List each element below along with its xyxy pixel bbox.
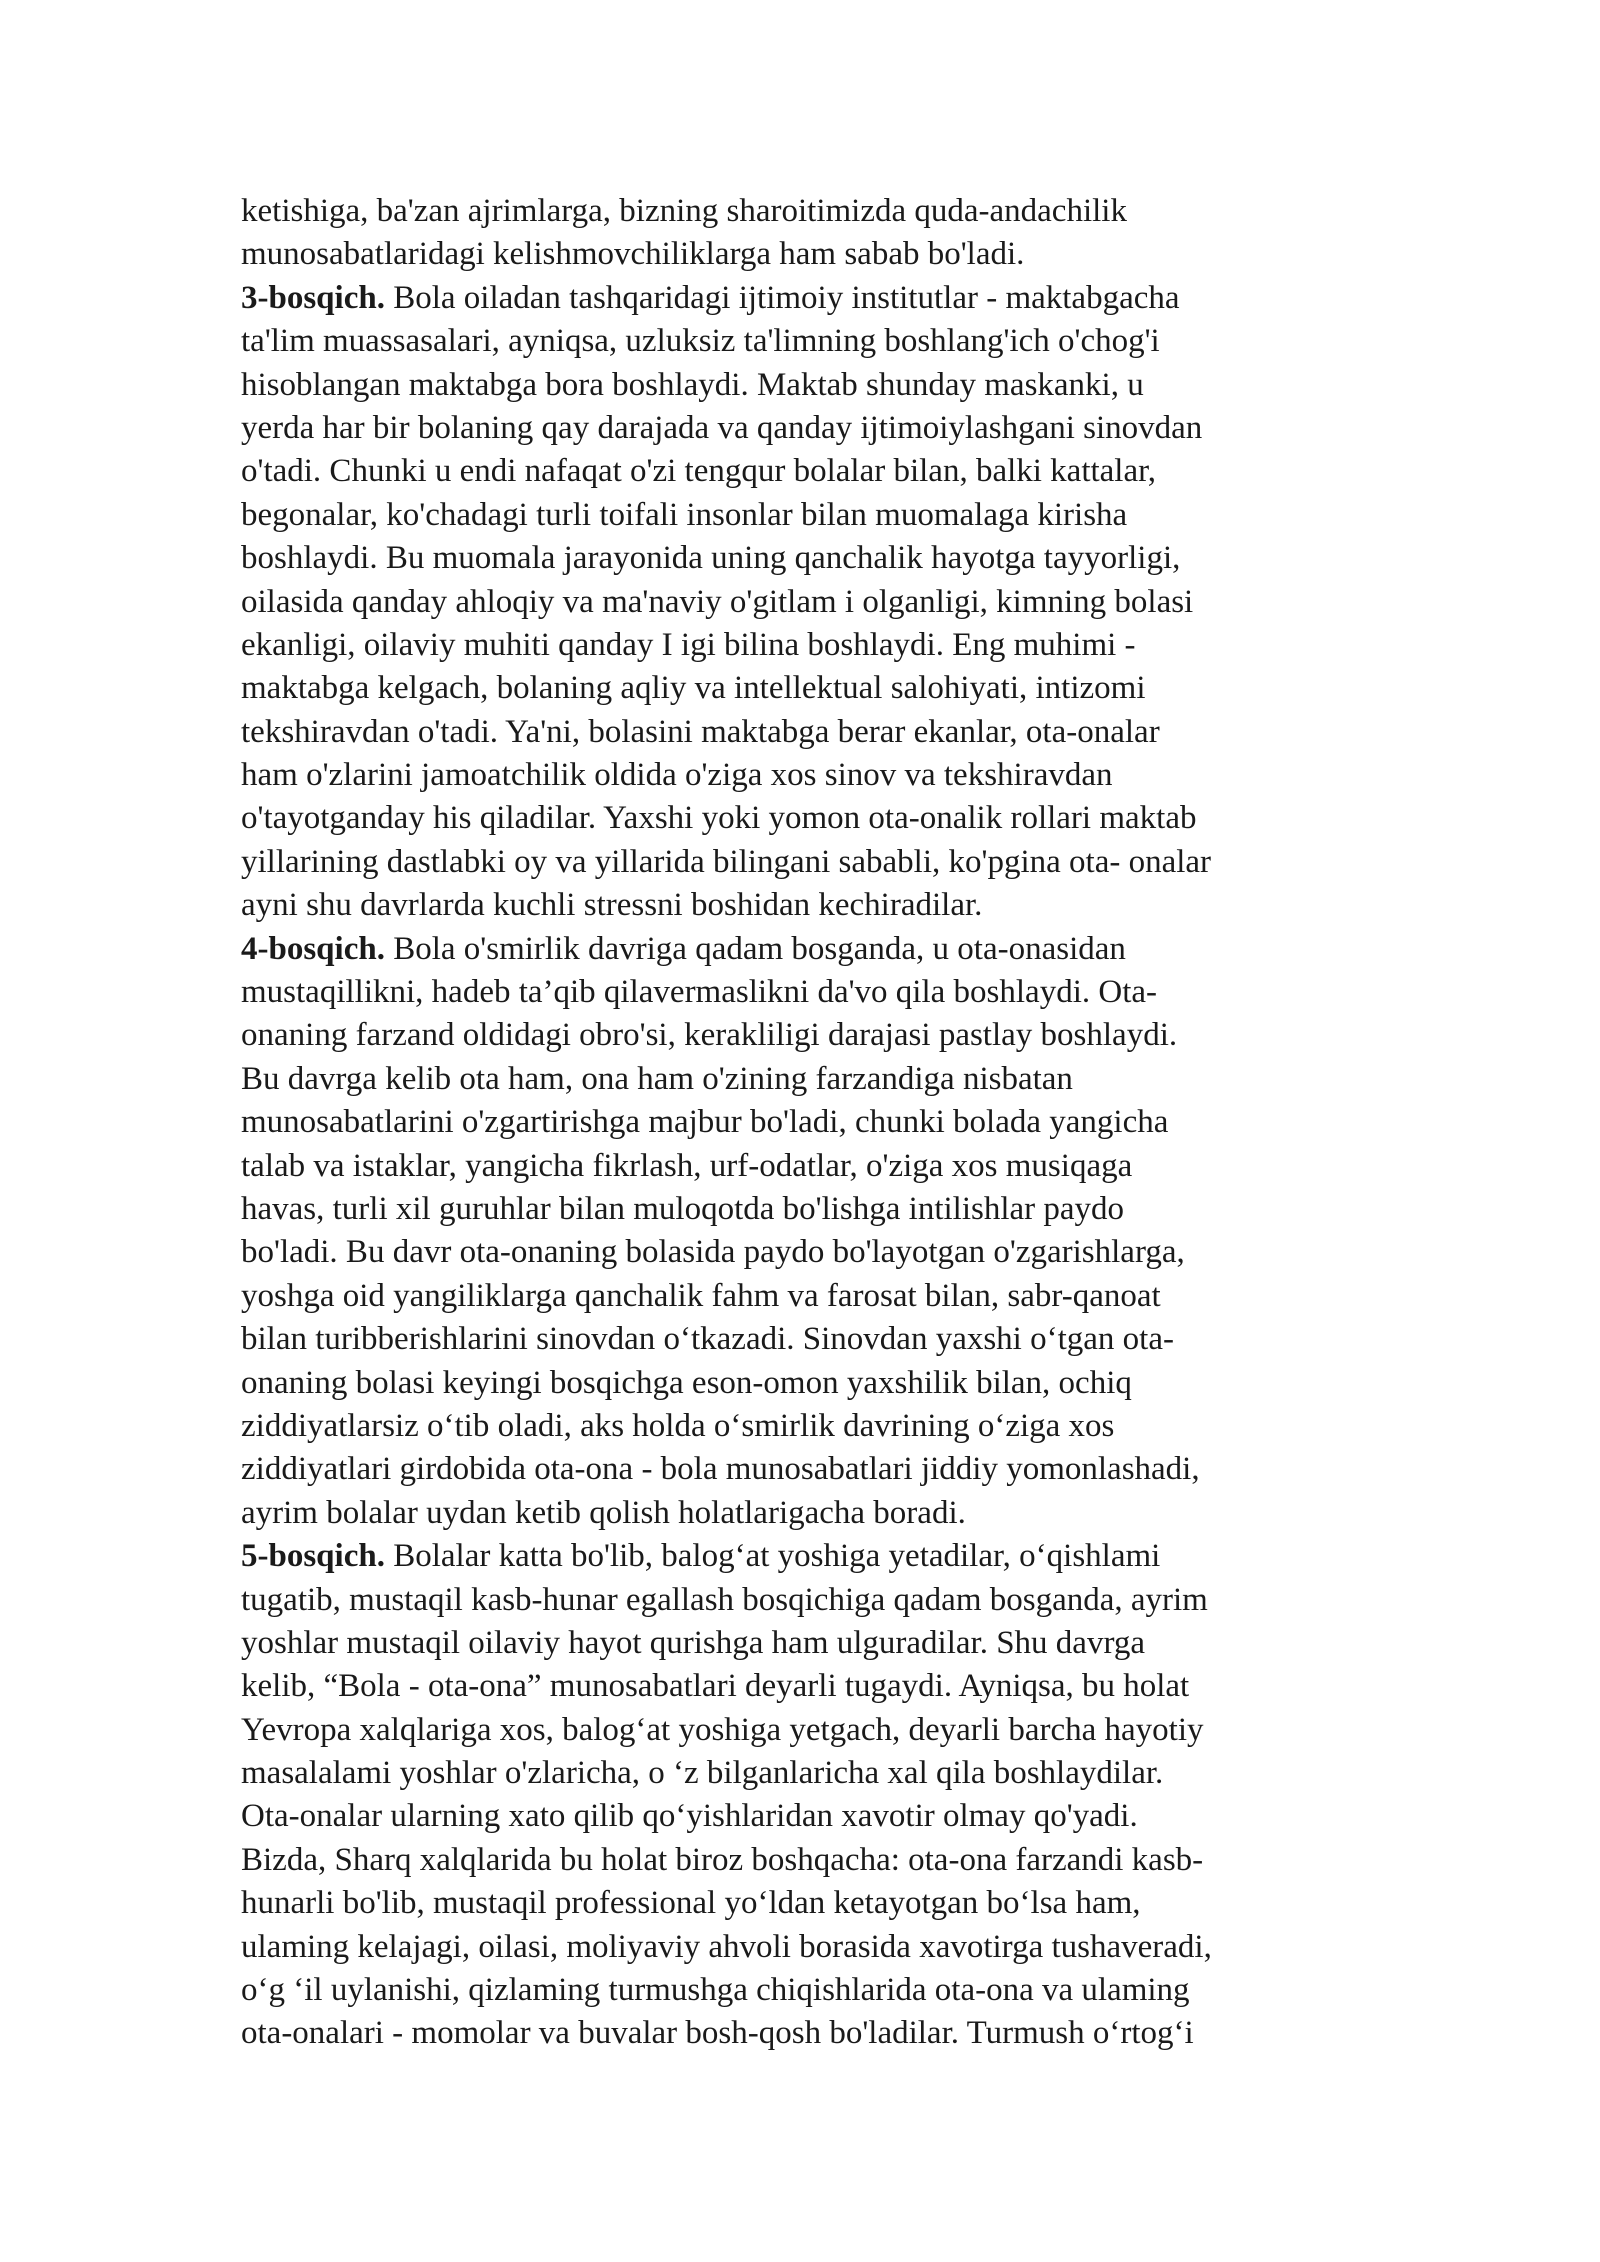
line-text: ziddiyatlarsiz o‘tib oladi, aks holda o‘smirlik davrining o‘ziga xos xyxy=(241,1407,1115,1444)
text-line xyxy=(241,1318,1381,1361)
text-line xyxy=(241,450,1381,493)
line-text: munosabatlarini o'zgartirishga majbur bo'ladi, chunki bolada yangicha xyxy=(241,1104,1169,1141)
line-text: ta'lim muassasalari, ayniqsa, uzluksiz ta'limning boshlang'ich o'chog'i xyxy=(241,323,1160,360)
text-line xyxy=(241,1665,1381,1708)
line-text: o'tayotganday his qiladilar. Yaxshi yoki yomon ota-onalik rollari maktab xyxy=(241,800,1197,837)
text-line xyxy=(241,1231,1381,1274)
line-text: yillarining dastlabki oy va yillarida bilingani sababli, ko'pgina ota- onalar xyxy=(241,843,1212,880)
text-line xyxy=(241,1622,1381,1665)
text-line xyxy=(241,277,1381,320)
text-line xyxy=(241,1275,1381,1318)
text-line xyxy=(241,1926,1381,1969)
text-line xyxy=(241,537,1381,580)
text-line xyxy=(241,797,1381,840)
line-text: talab va istaklar, yangicha fikrlash, urf-odatlar, o'ziga xos musiqaga xyxy=(241,1147,1133,1184)
text-line xyxy=(241,1579,1381,1622)
line-text: ham o'zlarini jamoatchilik oldida o'ziga xos sinov va tekshiravdan xyxy=(241,757,1113,794)
line-text: Bola o'smirlik davriga qadam bosganda, u ota-onasidan xyxy=(384,930,1126,967)
text-line xyxy=(241,884,1381,927)
text-line xyxy=(241,494,1381,537)
line-text: ziddiyatlari girdobida ota-ona - bola munosabatlari jiddiy yomonlashadi, xyxy=(241,1451,1200,1488)
line-text: tugatib, mustaqil kasb-hunar egallash bosqichiga qadam bosganda, ayrim xyxy=(241,1581,1208,1618)
line-text: Bu davrga kelib ota ham, ona ham o'zining farzandiga nisbatan xyxy=(241,1060,1073,1097)
text-line xyxy=(241,1405,1381,1448)
line-text: onaning farzand oldidagi obro'si, kerakliligi darajasi pastlay boshlaydi. xyxy=(241,1017,1178,1054)
text-line xyxy=(241,1492,1381,1535)
line-text: Bola oiladan tashqaridagi ijtimoiy institutlar - maktabgacha xyxy=(384,279,1180,316)
line-text: bo'ladi. Bu davr ota-onaning bolasida paydo bo'layotgan o'zgarishlarga, xyxy=(241,1234,1185,1271)
stage-heading: 3-bosqich. xyxy=(241,279,385,316)
line-text: yoshga oid yangiliklarga qanchalik fahm va farosat bilan, sabr-qanoat xyxy=(241,1277,1161,1314)
text-line xyxy=(241,711,1381,754)
line-text: Yevropa xalqlariga xos, balog‘at yoshiga yetgach, deyarli barcha hayotiy xyxy=(241,1711,1204,1748)
text-line xyxy=(241,928,1381,971)
line-text: yerda har bir bolaning qay darajada va qanday ijtimoiylashgani sinovdan xyxy=(241,409,1203,446)
line-text: kelib, “Bola - ota-ona” munosabatlari deyarli tugaydi. Ayniqsa, bu holat xyxy=(241,1668,1190,1705)
stage-heading: 4-bosqich. xyxy=(241,930,385,967)
line-text: ota-onalari - momolar va buvalar bosh-qosh bo'ladilar. Turmush o‘rtog‘i xyxy=(241,2015,1194,2052)
line-text: Ota-onalar ularning xato qilib qo‘yishlaridan xavotir olmay qo'yadi. xyxy=(241,1798,1138,1835)
text-line xyxy=(241,971,1381,1014)
line-text: tekshiravdan o'tadi. Ya'ni, bolasini maktabga berar ekanlar, ota-onalar xyxy=(241,713,1160,750)
text-line xyxy=(241,1882,1381,1925)
text-line xyxy=(241,1014,1381,1057)
text-line xyxy=(241,1188,1381,1231)
text-line xyxy=(241,1448,1381,1491)
line-text: ayrim bolalar uydan ketib qolish holatlarigacha boradi. xyxy=(241,1494,966,1531)
text-line xyxy=(241,841,1381,884)
text-line xyxy=(241,364,1381,407)
text-line xyxy=(241,1058,1381,1101)
text-line xyxy=(241,581,1381,624)
line-text: ekanligi, oilaviy muhiti qanday I igi bilina boshlaydi. Eng muhimi - xyxy=(241,626,1136,663)
line-text: hunarli bo'lib, mustaqil professional yo‘ldan ketayotgan bo‘lsa ham, xyxy=(241,1885,1141,1922)
line-text: oilasida qanday ahloqiy va ma'naviy o'gitlam i olganligi, kimning bolasi xyxy=(241,583,1194,620)
text-line xyxy=(241,667,1381,710)
line-text: o'tadi. Chunki u endi nafaqat o'zi tengqur bolalar bilan, balki kattalar, xyxy=(241,453,1157,490)
text-line xyxy=(241,320,1381,363)
text-line xyxy=(241,624,1381,667)
line-text: bilan turibberishlarini sinovdan o‘tkazadi. Sinovdan yaxshi o‘tgan ota- xyxy=(241,1321,1174,1358)
line-text: mustaqillikni, hadeb ta’qib qilavermaslikni da'vo qila boshlaydi. Ota- xyxy=(241,974,1158,1011)
line-text: Bizda, Sharq xalqlarida bu holat biroz boshqacha: ota-ona farzandi kasb- xyxy=(241,1841,1204,1878)
line-text: Bolalar katta bo'lib, balog‘at yoshiga yetadilar, o‘qishlami xyxy=(384,1538,1161,1575)
line-text: havas, turli xil guruhlar bilan muloqotda bo'lishga intilishlar paydo xyxy=(241,1190,1125,1227)
text-line xyxy=(241,1752,1381,1795)
line-text: begonalar, ko'chadagi turli toifali insonlar bilan muomalaga kirisha xyxy=(241,496,1128,533)
text-line xyxy=(241,1709,1381,1752)
text-line xyxy=(241,1101,1381,1144)
text-line xyxy=(241,233,1381,276)
text-line xyxy=(241,1362,1381,1405)
text-line xyxy=(241,1969,1381,2012)
line-text: ulaming kelajagi, oilasi, moliyaviy ahvoli borasida xavotirga tushaveradi, xyxy=(241,1928,1212,1965)
text-line xyxy=(241,407,1381,450)
stage-heading: 5-bosqich. xyxy=(241,1538,385,1575)
text-line xyxy=(241,2012,1381,2055)
line-text: onaning bolasi keyingi bosqichga eson-omon yaxshilik bilan, ochiq xyxy=(241,1364,1132,1401)
text-line xyxy=(241,1535,1381,1578)
line-text: masalalami yoshlar o'zlaricha, o ‘z bilganlaricha xal qila boshlaydilar. xyxy=(241,1755,1164,1792)
line-text: ayni shu davrlarda kuchli stressni boshidan kechiradilar. xyxy=(241,887,983,924)
line-text: boshlaydi. Bu muomala jarayonida uning qanchalik hayotga tayyorligi, xyxy=(241,540,1181,577)
line-text: munosabatlaridagi kelishmovchiliklarga ham sabab bo'ladi. xyxy=(241,236,1025,273)
line-text: ketishiga, ba'zan ajrimlarga, bizning sharoitimizda quda-andachilik xyxy=(241,193,1127,229)
text-line xyxy=(241,754,1381,797)
text-line xyxy=(241,1839,1381,1882)
line-text: yoshlar mustaqil oilaviy hayot qurishga ham ulguradilar. Shu davrga xyxy=(241,1624,1145,1661)
text-line xyxy=(241,190,1381,233)
text-line xyxy=(241,1795,1381,1838)
line-text: hisoblangan maktabga bora boshlaydi. Maktab shunday maskanki, u xyxy=(241,366,1144,403)
text-line xyxy=(241,1145,1381,1188)
line-text: o‘g ‘il uylanishi, qizlaming turmushga chiqishlarida ota-ona va ulaming xyxy=(241,1972,1190,2009)
line-text: maktabga kelgach, bolaning aqliy va intellektual salohiyati, intizomi xyxy=(241,670,1146,707)
body-text xyxy=(241,190,1381,2056)
